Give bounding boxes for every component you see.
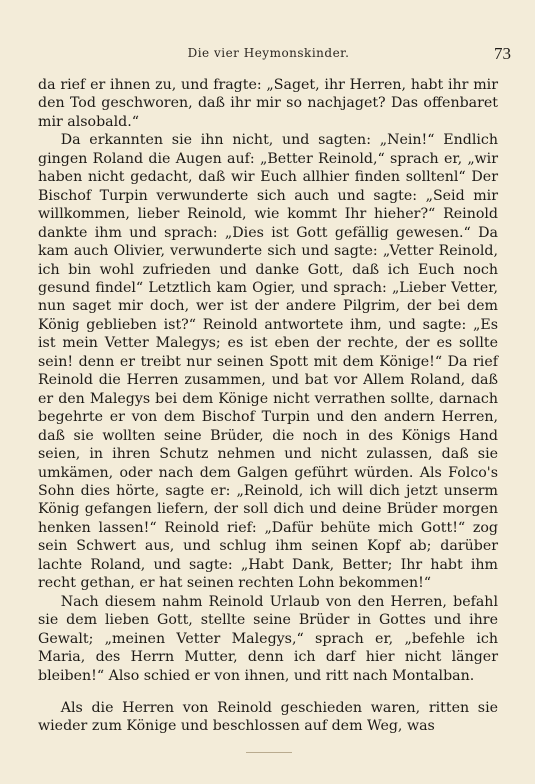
footer-rule — [246, 752, 292, 753]
page-header — [20, 44, 517, 66]
page-number: 73 — [494, 44, 511, 63]
paragraph-4: Als die Herren von Reinold geschieden waren, ritten sie wieder zum Könige und beschlossen auf dem Weg, was — [38, 699, 498, 735]
paragraph-3: Nach diesem nahm Reinold Urlaub von den Herren, befahl sie dem lieben Gott, stellte seine Brüder in Gottes und ihre Gewalt; „meinen Vetter Malegys,“ sprach er, „befehle ich Maria, des Herrn Mutter, denn ich darf hier nicht länger bleiben!“ Also schied er von ihnen, und ritt nach Montalban. — [38, 593, 498, 684]
paragraph-2: Da erkannten sie ihn nicht, und sagten: „Nein!“ Endlich gingen Roland die Augen auf: „Better Reinold,“ sprach er, „wir haben nicht gedacht, daß wir Euch allhier finden solltenl“ Der Bischof Turpin verwunderte sich auch und sagte: „Seid mir willkommen, lieber Reinold, wie kommt Ihr hieher?“ Reinold dankte ihm und sprach: „Dies ist Gott gefällig gewesen.“ Da kam auch Olivier, verwunderte sich und sagte: „Vetter Reinold, ich bin wohl zufrieden und danke Gott, daß ich Euch noch gesund findel“ Letztlich kam Ogier, und sprach: „Lieber Vetter, nun saget mir doch, wer ist der andere Pilgrim, der bei dem König geblieben ist?“ Reinold antwortete ihm, und sagte: „Es ist mein Vetter Malegys; es ist eben der rechte, der es sollte sein! denn er treibt nur seinen Spott mit dem Könige!“ Da rief Reinold die Herren zusammen, und bat vor Allem Roland, daß er den Malegys bei dem Könige nicht verrathen sollte, darnach begehrte er von dem Bischof Turpin und den andern Herren, daß sie wollten seine Brüder, die noch in des Königs Hand seien, in ihren Schutz nehmen und nicht zulassen, daß sie umkämen, oder nach dem Galgen geführt würden. Als Folco's Sohn dies hörte, sagte er: „Reinold, ich will dich jetzt unserm König gefangen liefern, der soll dich und deine Brüder morgen henken lassen!“ Reinold rief: „Dafür behüte mich Gott!“ zog sein Schwert aus, und schlug ihm seinen Kopf ab; darüber lachte Roland, und sagte: „Habt Dank, Better; Ihr habt ihm recht gethan, er hat seinen rechten Lohn bekommen!“ — [38, 132, 498, 592]
running-title: Die vier Heymonskinder. — [187, 46, 350, 60]
paragraph-1: da rief er ihnen zu, und fragte: „Saget, ihr Herren, habt ihr mir den Tod geschworen, daß ihr mir so nachjaget? Das offenbaret mir alsobald.“ — [38, 77, 498, 130]
body-text — [38, 76, 498, 736]
